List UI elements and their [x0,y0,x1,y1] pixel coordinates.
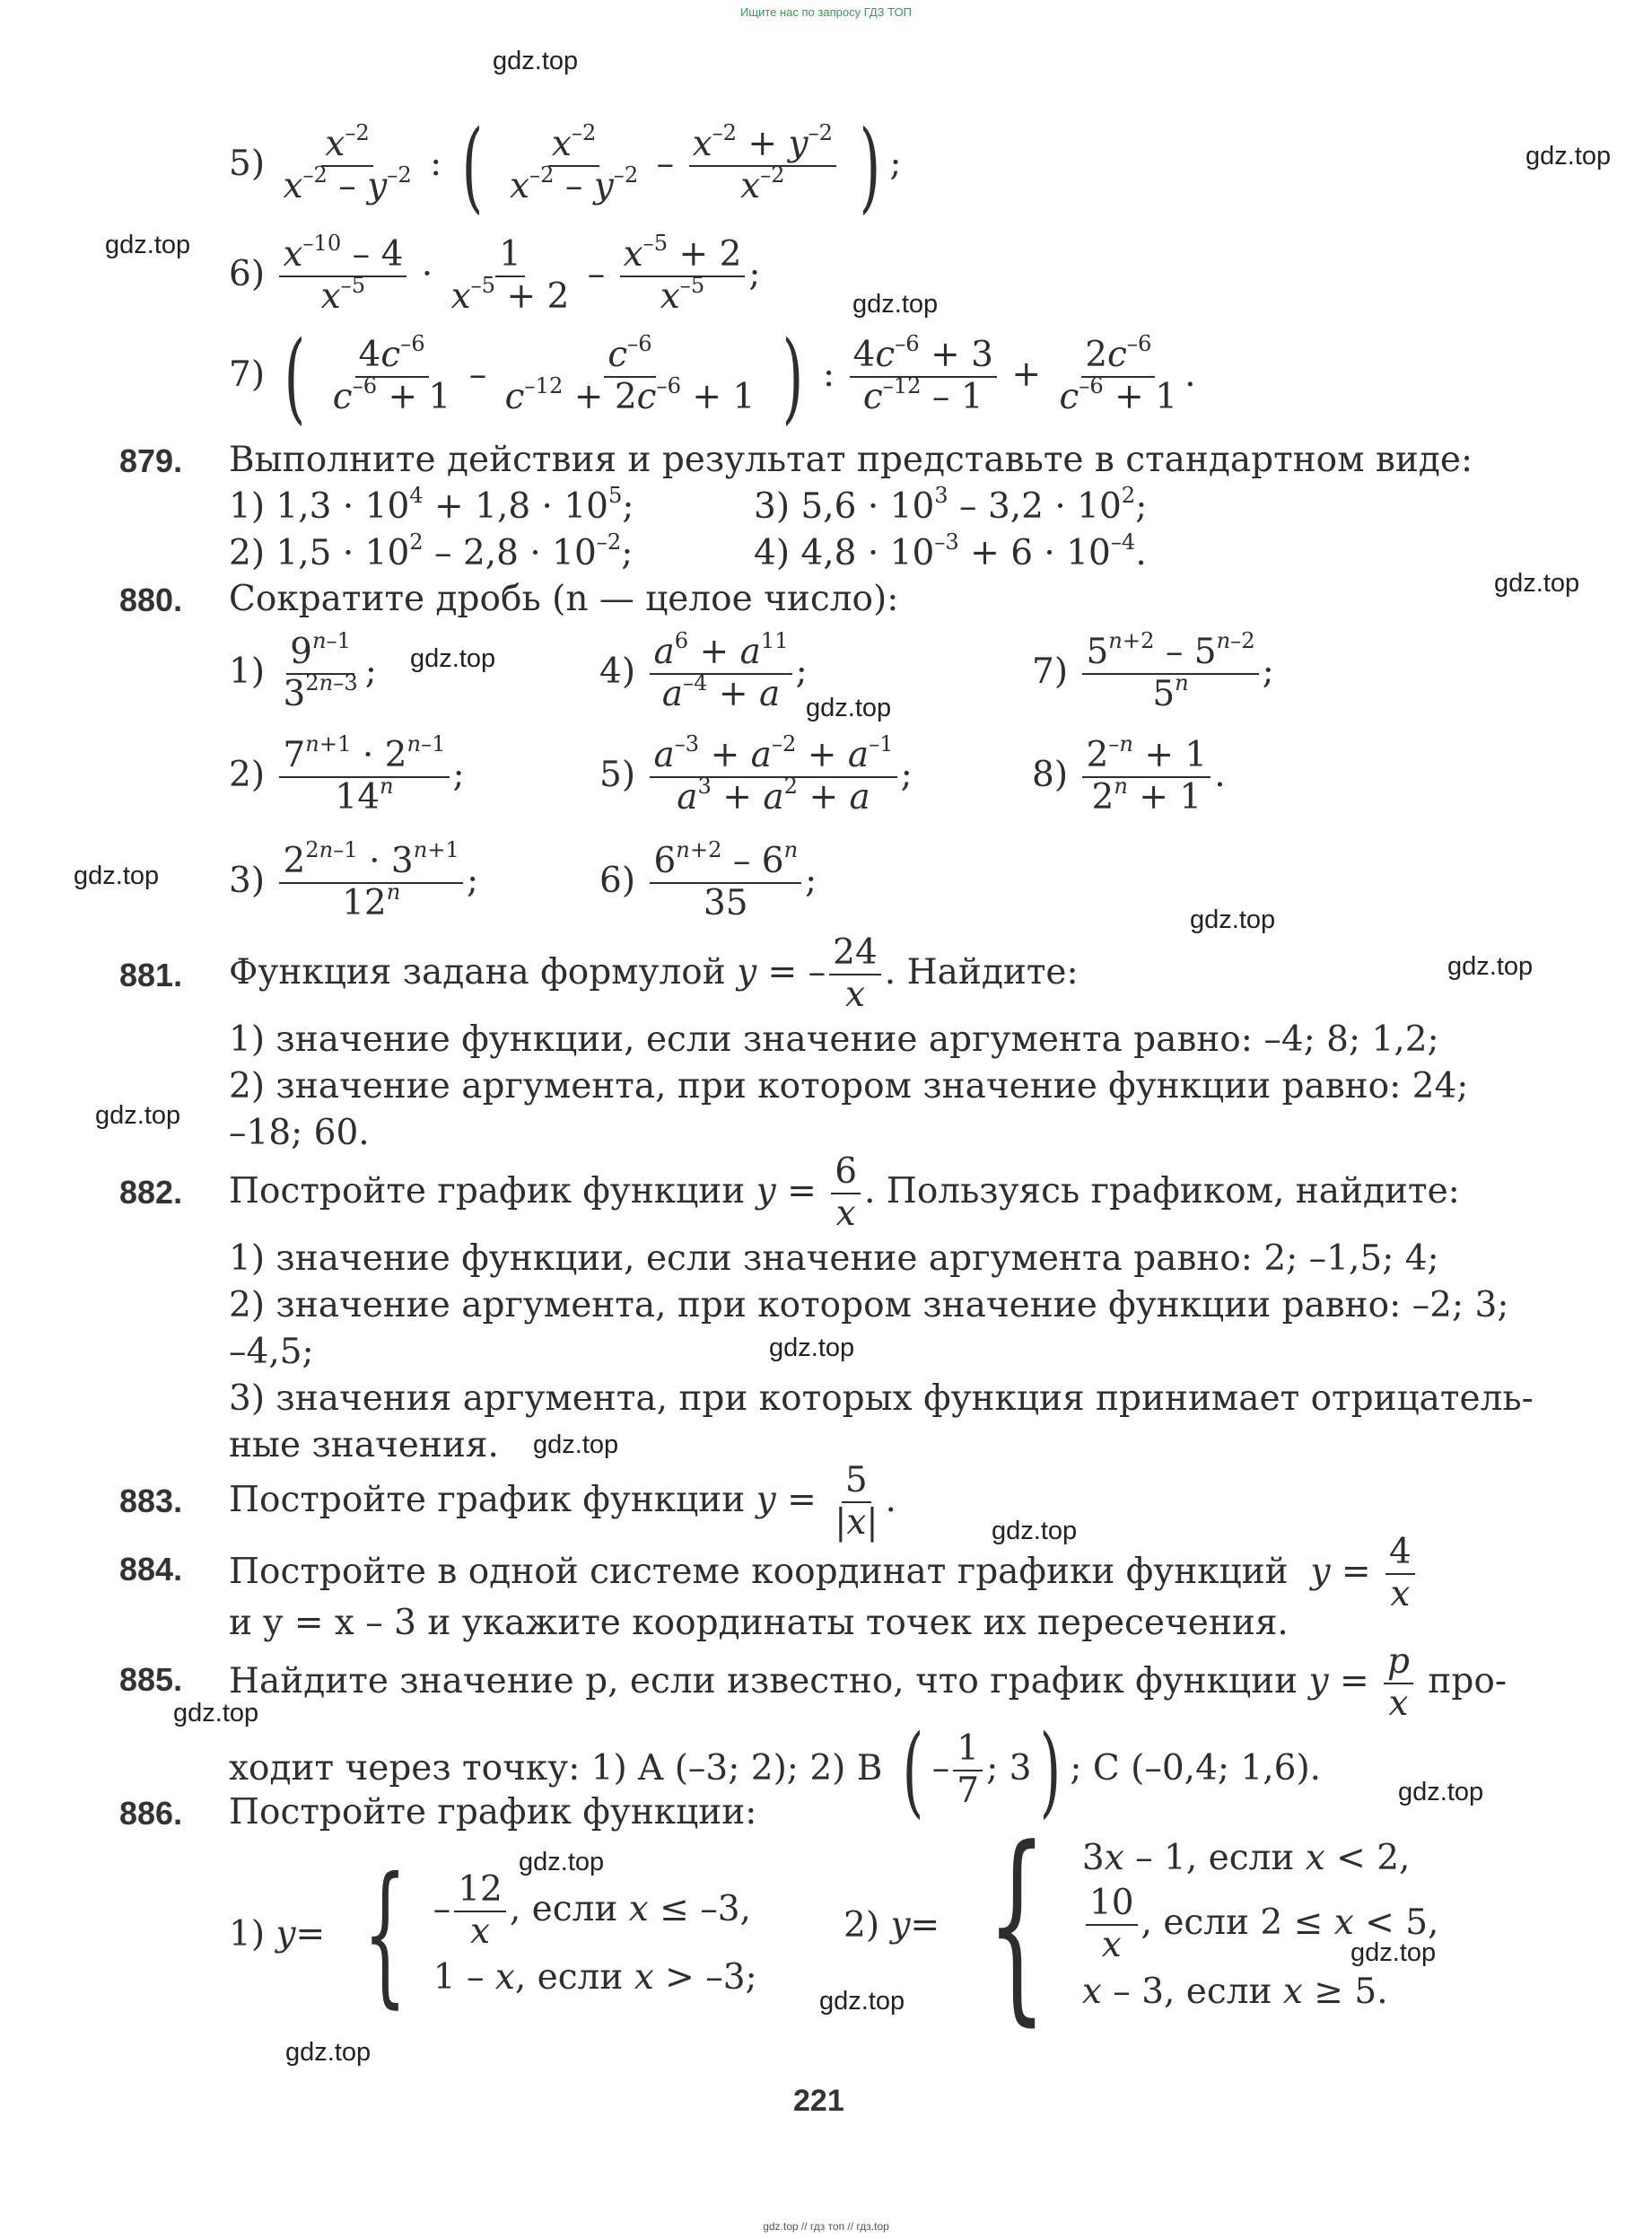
problem-tail-885: про- [1428,1660,1508,1701]
item-882-3-cont: ные значения. [229,1425,499,1465]
item-886-1: 1) y = { – $\frac{12}{x}$ , если x ≤ –3, 1 – x, если x > –3; [229,1845,757,2023]
item-882-2-cont: –4,5; [229,1332,314,1372]
item-879-3: 3) $5,6 \cdot 10^3 - 3,2 \cdot 10^2$; [754,483,1148,527]
problem-number-883: 883. [119,1482,183,1519]
top-search-note: Ищите нас по запросу ГДЗ ТОП [740,5,912,19]
watermark: gdz.top [493,47,579,75]
expression-6: 6) $\frac{x^{-10} - 4}{x^{-5}}$ · $\frac{1}{x^{-5} + 2}$ – $\frac{x^{-5} + 2}{x^{-5}}$ ; [229,231,761,317]
problem-line-884: Постройте в одной системе координат графики функций y = $\frac{4}{x}$ [229,1533,1419,1615]
watermark: gdz.top [285,2038,371,2067]
item-880-5: 5) $\frac{a^{-3} + a^{-2} + a^{-1}}{a^3 + a^2 + a}$ ; [599,731,913,818]
page-number: 221 [793,2084,844,2118]
item-882-1: 1) значение функции, если значение аргумента равно: 2; –1,5; 4; [229,1238,1439,1279]
item-880-2: 2) $\frac{7^{n+1} \cdot 2^{n-1}}{14^n}$ ; [229,731,465,818]
item-882-3: 3) значения аргумента, при которых функция принимает отрицатель- [229,1378,1534,1419]
problem-number-886: 886. [119,1795,183,1832]
watermark: gdz.top [533,1430,619,1459]
item-881-2-cont: –18; 60. [229,1113,370,1153]
problem-text-880: Сократите дробь (n — целое число): [229,579,899,619]
item-879-1: 1) $1,3 \cdot 10^4 + 1,8 \cdot 10^5$; [229,483,634,527]
watermark: gdz.top [1350,1938,1437,1967]
problem-number-881: 881. [119,957,183,993]
watermark: gdz.top [1447,952,1534,981]
item-880-7: 7) $\frac{5^{n+2} - 5^{n-2}}{5^n}$ ; [1032,628,1274,714]
problem-884-line2: и y = x – 3 и укажите координаты точек их пересечения. [229,1603,1289,1643]
item-880-6: 6) $\frac{6^{n+2} - 6^n}{35}$ ; [599,837,817,923]
footer-note: gdz.top // гдз топ // гдз.top [763,2220,889,2233]
item-880-1: 1) $\frac{9^{n-1}}{3^{2n-3}}$ ; [229,628,377,714]
problem-number-879: 879. [119,442,183,479]
problem-text-886: Постройте график функции: [229,1792,757,1832]
watermark: gdz.top [95,1101,181,1130]
problem-text-879: Выполните действия и результат представьте в стандартном виде: [229,440,1473,480]
item-879-4: 4) $4,8 \cdot 10^{-3} + 6 \cdot 10^{-4}$. [754,529,1147,573]
watermark: gdz.top [410,644,496,673]
watermark: gdz.top [769,1334,855,1362]
problem-number-880: 880. [119,582,183,618]
watermark: gdz.top [992,1517,1078,1545]
watermark: gdz.top [1398,1778,1484,1806]
watermark: gdz.top [852,290,939,319]
item-879-2: 2) $1,5 \cdot 10^2 - 2,8 \cdot 10^{-2}$; [229,529,634,573]
watermark: gdz.top [1525,142,1612,171]
item-880-3: 3) $\frac{2^{2n-1} \cdot 3^{n+1}}{12^n}$ ; [229,837,479,923]
problem-885-line2-end: ; C (–0,4; 1,6). [1070,1748,1322,1789]
problem-text-884: Постройте в одной системе координат графики функций [229,1551,1289,1592]
problem-tail-882: . Пользуясь графиком, найдите: [864,1170,1460,1211]
problem-number-882: 882. [119,1174,183,1211]
problem-text-882: Постройте график функции [229,1170,746,1211]
problem-text-885: Найдите значение p, если известно, что график функции [229,1660,1298,1701]
problem-number-885: 885. [119,1661,183,1698]
item-886-2: 2) y = { 3x – 1, если x < 2, $\frac{10}{x}$ , если 2 ≤ x < 5, x – 3, если x ≥ 5. [843,1805,1439,2044]
item-882-2: 2) значение аргумента, при котором значение функции равно: –2; 3; [229,1285,1509,1325]
watermark: gdz.top [173,1699,259,1727]
item-881-1: 1) значение функции, если значение аргумента равно: –4; 8; 1,2; [229,1019,1439,1060]
problem-line-882: Постройте график функции y = $\frac{6}{x}$ . Пользуясь графиком, найдите: [229,1151,1460,1234]
item-880-8: 8) $\frac{2^{-n} + 1}{2^n + 1}$ . [1032,731,1226,818]
watermark: gdz.top [1190,905,1276,934]
watermark: gdz.top [74,861,160,890]
problem-885-line2: ходит через точку: 1) A (–3; 2); 2) B ( – $\frac{1}{7}$ ; 3) ; C (–0,4; 1,6). [229,1713,1322,1828]
watermark: gdz.top [806,694,892,722]
problem-line-883: Постройте график функции y = $\frac{5}{|x|}$ . [229,1460,896,1543]
problem-text-881: Функция задана формулой [229,951,726,993]
item-881-2: 2) значение аргумента, при котором значение функции равно: 24; [229,1066,1469,1106]
watermark: gdz.top [105,231,191,259]
problem-885-line2-start: ходит через точку: 1) A (–3; 2); 2) B [229,1748,883,1789]
watermark: gdz.top [519,1848,605,1876]
item-880-4: 4) $\frac{a^6 + a^{11}}{a^{-4} + a}$ ; [599,628,808,714]
problem-line-885: Найдите значение p, если известно, что график функции y = $\frac{p}{x}$ про- [229,1641,1508,1724]
problem-tail-881: . Найдите: [884,951,1079,993]
expression-7: 7) ( $\frac{4c^{-6}}{c^{-6} + 1}$ – $\frac{c^{-6}}{c^{-12} + 2c^{-6} + 1}$ ) : $\frac{4c^{-6} + 3}{c^{-12} - 1}$ + $\frac{2c^{-6}}{c^{-6} + 1}$ . [229,319,1196,434]
watermark: gdz.top [1494,569,1580,598]
problem-text-883: Постройте график функции [229,1479,746,1520]
expression-5: 5) $\frac{x^{-2}}{x^{-2} - y^{-2}}$ : ( $\frac{x^{-2}}{x^{-2} - y^{-2}}$ – $\frac{x^{-2} + y^{-2}}{x^{-2}}$ ) ; [229,109,902,223]
watermark: gdz.top [819,1987,905,2016]
problem-line-881: Функция задана формулой y = – $\frac{24}{x}$ . Найдите: [229,932,1079,1015]
problem-number-884: 884. [119,1551,183,1587]
